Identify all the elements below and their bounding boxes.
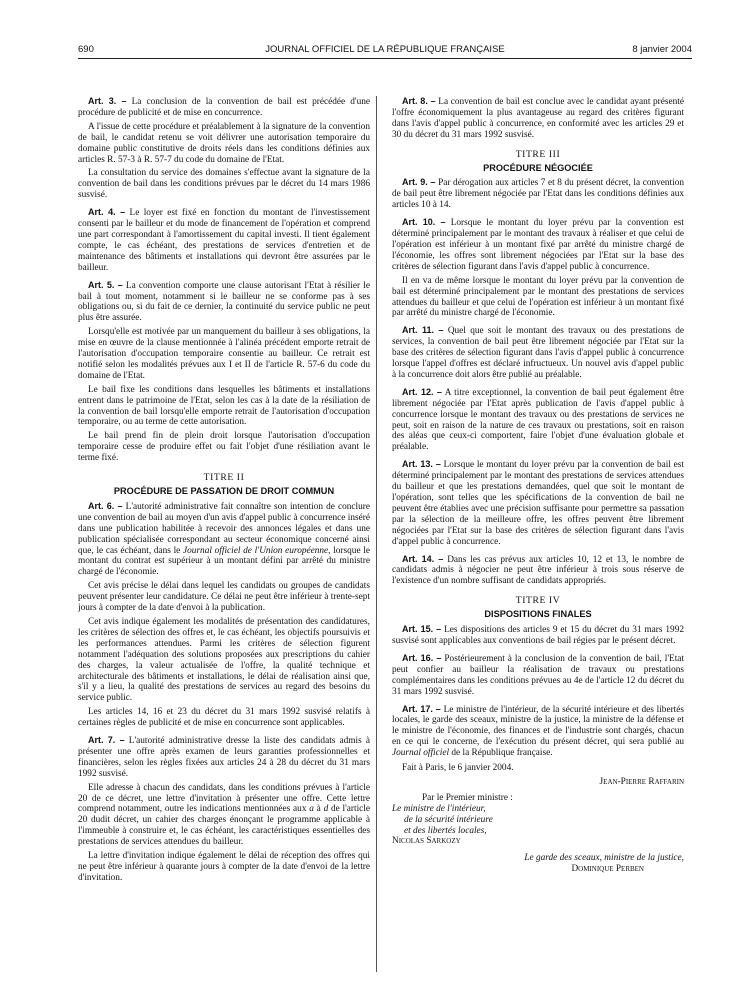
article-14: Art. 14. – Dans les cas prévus aux articles 10, 12 et 13, le nombre de candidats admis à négocier ne peut être inférieur à trois sous réserve de l'existence d'un nombre suffisant de candidats appropriés. — [392, 553, 684, 587]
header-rule — [78, 58, 692, 59]
article-15: Art. 15. – Les dispositions des articles 9 et 15 du décret du 31 mars 1992 susvisé sont applicables aux conventions de bail régies par le présent décret. — [392, 624, 684, 646]
issue-date: 8 janvier 2004 — [632, 44, 692, 55]
paragraph: Cet avis précise le délai dans lequel les candidats ou groupes de candidats peuvent présenter leur candidature. Ce délai ne peut être inférieur à trente-sept jours à compter de la date d'envoi à la publication. — [78, 581, 370, 614]
article-6: Art. 6. – L'autorité administrative fait connaître son intention de conclure une convention de bail au moyen d'un avis d'appel public à concurrence inséré dans une publication habilitée à recevoir des annonces légales et dans une publication spécialisée correspondant au secteur économique concerné ainsi que, le cas échéant, dans le Journal officiel de l'Union européenne, lorsque le montant du contrat est supérieur à un montant défini par arrêté du ministre chargé de l'économie. — [78, 500, 370, 578]
article-13: Art. 13. – Lorsque le montant du loyer prévu par la convention de bail est déterminé principalement par le montant des prestations de services attendues du bailleur et que les prestations demandées, quel que soit le montant de l'opération, sont telles que les spécifications de la convention de bail ne peuvent être établies avec une précision suffisante pour permettre sa passation par la sélection de la meilleure offre, les offres peuvent être librement négociées par l'Etat sur la base des critères de sélection figurant dans l'avis d'appel public à concurrence. — [392, 459, 684, 547]
minister1-title: Le ministre de l'intérieur, de la sécurité intérieure et des libertés locales, Nicolas Sarkozy — [392, 803, 493, 847]
article-17: Art. 17. – Le ministre de l'intérieur, de la sécurité intérieure et des libertés locales, le garde des sceaux, ministre de la justice, la ministre de la défense et le ministre de l'économie, des finances et de l'industrie sont chargés, chacun en ce qui le concerne, de l'exécution du présent décret, qui sera publié au Journal officiel de la République française. — [392, 703, 684, 759]
article-9: Art. 9. – Par dérogation aux articles 7 et 8 du présent décret, la convention de bail peut être librement négociée par l'Etat dans les conditions définies aux articles 10 à 14. — [392, 177, 684, 211]
paragraph: Lorsqu'elle est motivée par un manquement du bailleur à ses obligations, la mise en œuvre de la clause mentionnée à l'alinéa précédent emporte retrait de l'autorisation d'occupation temporaire consentie au bailleur. Ce retrait est notifié selon les modalités prévues aux I et II de l'article R. 57-6 du code du domaine de l'Etat. — [78, 327, 370, 381]
paragraph: Le bail prend fin de plein droit lorsque l'autorisation d'occupation temporaire cesse de produire effet ou fait l'objet d'une résiliation avant le terme fixé. — [78, 431, 370, 464]
article-10: Art. 10. – Lorsque le montant du loyer prévu par la convention est déterminé principalement par le montant des travaux à réaliser et que celui de l'opération est inférieur à un montant fixé par arrêté du ministre chargé de l'économie, les offres sont librement négociées par l'Etat sur la base des critères de sélection figurant dans l'avis d'appel public à concurrence. — [392, 217, 684, 272]
paragraph: Elle adresse à chacun des candidats, dans les conditions prévues à l'article 20 de ce décret, une lettre d'invitation à présenter une offre. Cette lettre comprend notamment, outre les indications mentionnées aux a à d de l'article 20 dudit décret, un cahier des charges énonçant le programme applicable à l'immeuble à construire et, le cas échéant, les caractéristiques essentielles des prestations de services attendues du bailleur. — [78, 782, 370, 848]
section-subtitle: DISPOSITIONS FINALES — [484, 609, 592, 620]
paragraph: Cet avis indique également les modalités de présentation des candidatures, les critères de sélection des offres et, le cas échéant, les objectifs poursuivis et les performances attendues. Parmi les critères de sélection figurent notamment l'adéquation des solutions proposées aux prescriptions du cahier des charges, la valeur actualisée de l'offre, la qualité technique et architecturale des bâtiments et installations, le délai de réalisation ainsi que, s'il y a lieu, la qualité des prestations de services au regard des besoins du service public. — [78, 616, 370, 704]
paragraph: Les articles 14, 16 et 23 du décret du 31 mars 1992 susvisé relatifs à certaines règles de publicité et de mise en concurrence sont applicables. — [78, 707, 370, 729]
paragraph: La lettre d'invitation indique également le délai de réception des offres qui ne peut être inférieur à quarante jours à compter de la date d'envoi de la lettre d'invitation. — [78, 851, 370, 883]
section-title: TITRE IV — [515, 595, 561, 607]
minister2-name: Dominique Perben — [571, 864, 644, 875]
page-number: 690 — [78, 44, 94, 55]
journal-title: JOURNAL OFFICIEL DE LA RÉPUBLIQUE FRANÇAISE — [265, 44, 505, 55]
article-11: Art. 11. – Quel que soit le montant des travaux ou des prestations de services, la convention de bail peut être librement négociée par l'Etat sur la base des critères de sélection figurant dans l'avis d'appel public à concurrence lorsque l'appel d'offres est déclaré infructueux. Un nouvel avis d'appel public à la concurrence doit alors être publié au préalable. — [392, 325, 684, 380]
minister2-signature — [392, 853, 684, 875]
article-5: Art. 5. – La convention comporte une clause autorisant l'Etat à résilier le bail à tout moment, notamment si le bailleur ne se conforme pas à ses obligations ou, si du fait de ce dernier, la continuité du service public ne peut plus être assurée. — [78, 279, 370, 324]
article-12: Art. 12. – A titre exceptionnel, la convention de bail peut également être librement négociée par l'Etat après publication de l'avis d'appel public à concurrence lorsque le montant des travaux ou des prestations de services ne peut, soit en raison de la nature de ces travaux ou prestations, soit en raison des aléas que ceux-ci comportent, faire l'objet d'une évaluation globale et préalable. — [392, 386, 684, 453]
article-16: Art. 16. – Postérieurement à la conclusion de la convention de bail, l'Etat peut confier au bailleur la réalisation de travaux ou prestations complémentaires dans les conditions prévues au 4e de l'article 12 du décret du 31 mars 1992 susvisé. — [392, 652, 684, 697]
by-prime-minister: Par le Premier ministre : — [422, 792, 513, 803]
place-date: Fait à Paris, le 6 janvier 2004. — [402, 763, 514, 774]
left-column — [78, 96, 370, 976]
paragraph: A l'issue de cette procédure et préalablement à la signature de la convention de bail, le candidat retenu se voit délivrer une autorisation temporaire du domaine public constitutive de droits réels dans les conditions définies aux articles R. 57-3 à R. 57-7 du code du domaine de l'Etat. — [78, 121, 370, 165]
section-title: TITRE III — [515, 148, 561, 160]
paragraph: Le bail fixe les conditions dans lesquelles les bâtiments et installations entrent dans le patrimoine de l'Etat, selon les cas à la date de la résiliation de la convention de bail lorsqu'elle emporte retrait de l'autorisation d'occupation temporaire, ou au terme de cette autorisation. — [78, 384, 370, 428]
pm-signature: Jean-Pierre Raffarin — [599, 776, 684, 787]
minister2-title: Le garde des sceaux, ministre de la justice, — [524, 853, 684, 864]
article-8: Art. 8. – La convention de bail est conclue avec le candidat ayant présenté l'offre économiquement la plus avantageuse au regard des critères figurant dans l'avis d'appel public à concurrence, en conformité avec les articles 29 et 30 du décret du 31 mars 1992 susvisé. — [392, 96, 684, 140]
section-subtitle: PROCÉDURE DE PASSATION DE DROIT COMMUN — [113, 486, 335, 496]
section-title: TITRE II — [203, 472, 245, 484]
paragraph: Il en va de même lorsque le montant du loyer prévu par la convention de bail est déterminé principalement par le montant des prestations de services attendues du bailleur et que celui de l'opération est inférieur à un montant fixé par arrêté du ministre chargé de l'économie. — [392, 275, 684, 319]
article-3: Art. 3. – La conclusion de la convention de bail est précédée d'une procédure de publicité et de mise en concurrence. — [78, 96, 370, 118]
section-subtitle: PROCÉDURE NÉGOCIÉE — [483, 162, 593, 173]
paragraph: La consultation du service des domaines s'effectue avant la signature de la convention de bail dans les conditions prévues par le décret du 14 mars 1986 susvisé. — [78, 168, 370, 201]
right-column — [392, 96, 684, 976]
article-4: Art. 4. – Le loyer est fixé en fonction du montant de l'investissement consenti par le bailleur et du mode de financement de l'opération et comprend une part correspondant à l'amortissement du capital investi. Il tient également compte, le cas échéant, des prestations de services d'entretien et de maintenance des bâtiments et installations qui devront être assurées par le bailleur. — [78, 207, 370, 273]
page-header — [78, 44, 692, 58]
article-7: Art. 7. – L'autorité administrative dresse la liste des candidats admis à présenter une offre après examen de leurs garanties professionnelles et financières, selon les règles fixées aux articles 24 à 28 du décret du 31 mars 1992 susvisé. — [78, 735, 370, 779]
column-divider — [376, 96, 377, 972]
minister1-name: Nicolas Sarkozy — [392, 836, 461, 847]
